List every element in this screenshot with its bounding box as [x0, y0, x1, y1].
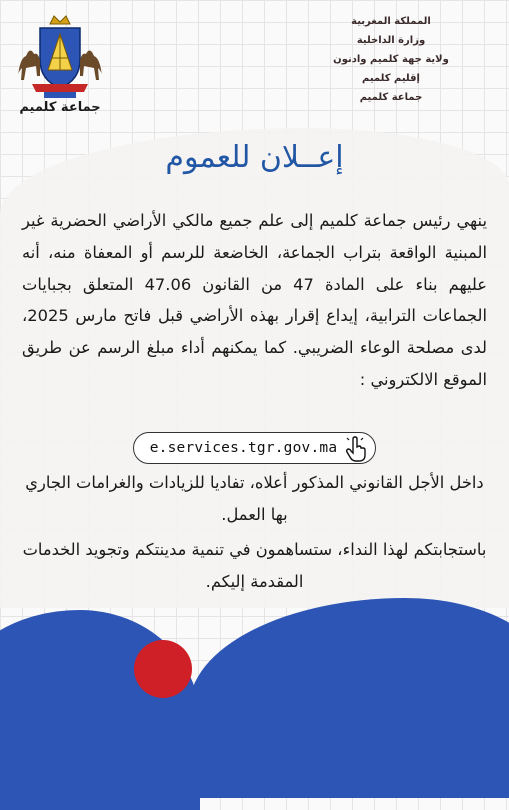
header-line-province: إقليم كلميم — [362, 73, 420, 84]
header-line-kingdom: المملكة المغربية — [351, 16, 431, 27]
page-title: إعــلان للعموم — [165, 140, 344, 175]
header-line-ministry: وزارة الداخلية — [356, 35, 426, 46]
deadline-paragraph: داخل الأجل القانوني المذكور أعلاه، تفاديا للزيادات والغرامات الجاري بها العمل. — [25, 473, 484, 524]
website-row — [0, 432, 509, 464]
emblem-caption: جماعة كلميم — [19, 100, 101, 115]
decor-red-circle — [134, 640, 192, 698]
pointer-hand-icon — [343, 435, 369, 463]
header-line-wilaya: ولاية جهة كلميم وادنون — [333, 54, 449, 65]
closing-paragraph: باستجابتكم لهذا النداء، ستساهمون في تنمية مدينتكم وتجويد الخدمات المقدمة إليكم. — [22, 540, 487, 591]
official-header — [311, 12, 471, 107]
emblem-icon — [12, 10, 108, 106]
website-url: e.services.tgr.gov.ma — [149, 440, 338, 456]
announcement-body: ينهي رئيس جماعة كلميم إلى علم جميع مالكي الأراضي الحضرية غير المبنية الواقعة بتراب الجماعة، الخاضعة للرسم أو المعفاة منه، أنه عليهم بناء على المادة 47 من القانون 47.06 المتعلق بجبايات الجماعات الترابية، إيداع إقرار بهذه الأراضي قبل فاتح مارس 2025، لدى مصلحة الوعاء الضريبي. كما يمكنهم أداء مبلغ الرسم عن طريق الموقع الالكتروني : — [22, 211, 487, 389]
website-link[interactable] — [133, 432, 377, 464]
header-line-commune: جماعة كلميم — [359, 92, 423, 103]
decor-blue-shape-right — [189, 598, 509, 798]
